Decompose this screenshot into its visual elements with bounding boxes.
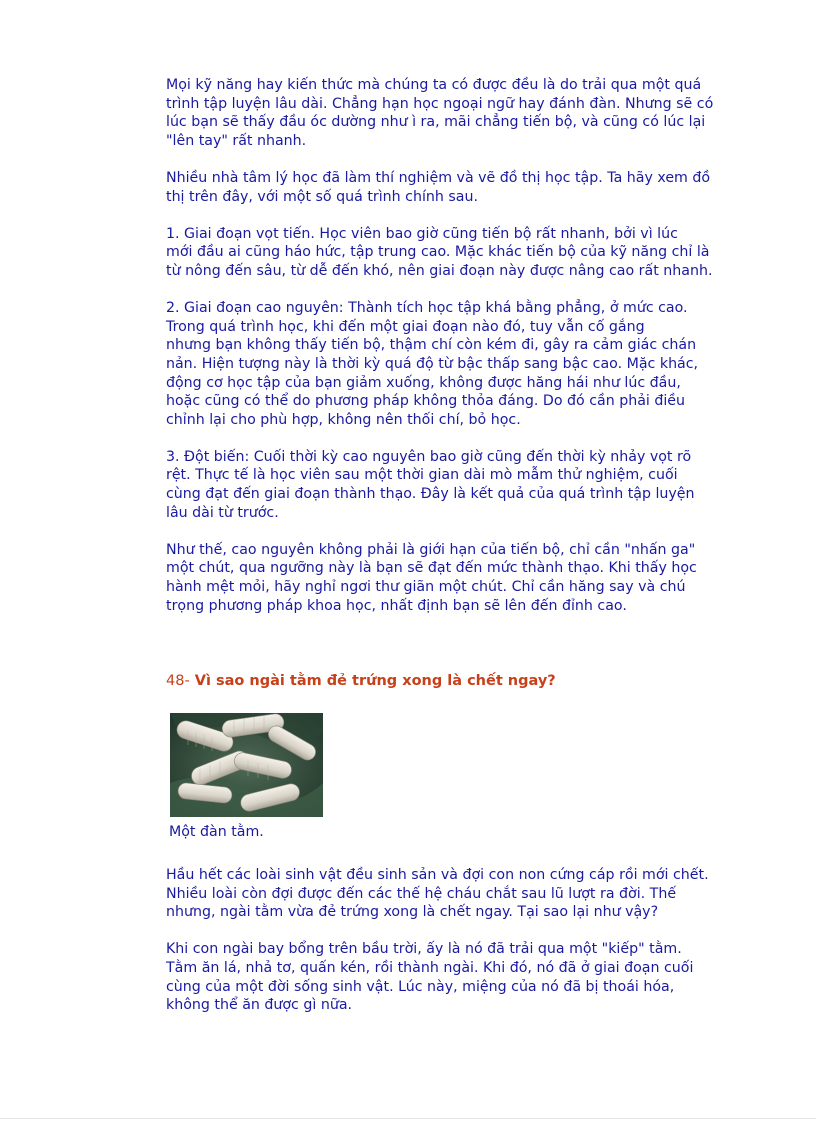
paragraph-stage-1: 1. Giai đoạn vọt tiến. Học viên bao giờ cũng tiến bộ rất nhanh, bởi vì lúc mới đầu ai cũng háo hức, tập trung cao. Mặc khác tiến bộ của kỹ năng chỉ là từ nông đến sâu, từ dễ đến khó, nên giai đoạn này được nâng cao rất nhanh. <box>166 225 713 279</box>
silkworm-illustration <box>170 713 323 817</box>
section-48-body <box>166 866 786 1033</box>
paragraph-stage-2: 2. Giai đoạn cao nguyên: Thành tích học tập khá bằng phẳng, ở mức cao. Trong quá trình học, khi đến một giai đoạn nào đó, tuy vẫn cố gắng nhưng bạn không thấy tiến bộ, thậm chí còn kém đi, gây ra cảm giác chán nản. Hiện tượng này là thời kỳ quá độ từ bậc thấp sang bậc cao. Mặc khác, động cơ học tập của bạn giảm xuống, không được hăng hái như lúc đầu, hoặc cũng có thể do phương pháp không thỏa đáng. Do đó cần phải điều chỉnh lại cho phù hợp, không nên thối chí, bỏ học. <box>166 300 699 428</box>
paragraph-stage-3: 3. Đột biến: Cuối thời kỳ cao nguyên bao giờ cũng đến thời kỳ nhảy vọt rõ rệt. Thực tế là học viên sau một thời gian dài mò mẫm thử nghiệm, cuối cùng đạt đến giai đoạn thành thạo. Đây là kết quả của quá trình tập luyện lâu dài từ trước. <box>166 448 695 521</box>
paragraph-silkworm-2: Khi con ngài bay bổng trên bầu trời, ấy là nó đã trải qua một "kiếp" tằm. Tằm ăn lá, nhả tơ, quấn kén, rồi thành ngài. Khi đó, nó đã ở giai đoạn cuối cùng của một đời sống sinh vật. Lúc này, miệng của nó đã bị thoái hóa, không thể ăn được gì nữa. <box>166 941 694 1014</box>
paragraph-experiment: Nhiều nhà tâm lý học đã làm thí nghiệm và vẽ đồ thị học tập. Ta hãy xem đồ thị trên đây, với một số quá trình chính sau. <box>166 169 711 205</box>
section-number: 48- <box>166 673 190 689</box>
paragraph-silkworm-1: Hầu hết các loài sinh vật đều sinh sản và đợi con non cứng cáp rồi mới chết. Nhiều loài còn đợi được đến các thế hệ cháu chắt sau lũ lượt ra đời. Thế nhưng, ngài tằm vừa đẻ trứng xong là chết ngay. Tại sao lại như vậy? <box>166 867 709 921</box>
paragraph-intro: Mọi kỹ năng hay kiến thức mà chúng ta có được đều là do trải qua một quá trình tập luyện lâu dài. Chẳng hạn học ngoại ngữ hay đánh đàn. Nhưng sẽ có lúc bạn sẽ thấy đầu óc dường như ì ra, mãi chẳng tiến bộ, và cũng có lúc lại "lên tay" rất nhanh. <box>166 77 714 149</box>
article-body <box>166 76 786 634</box>
silkworm-photo <box>170 713 323 817</box>
section-title: Vì sao ngài tằm đẻ trứng xong là chết ngay? <box>194 673 556 689</box>
paragraph-conclusion: Như thế, cao nguyên không phải là giới hạn của tiến bộ, chỉ cần "nhấn ga" một chút, qua ngưỡng này là bạn sẽ đạt đến mức thành thạo. Khi thấy học hành mệt mỏi, hãy nghỉ ngơi thư giãn một chút. Chỉ cần hăng say và chú trọng phương pháp khoa học, nhất định bạn sẽ lên đến đỉnh cao. <box>166 541 697 614</box>
section-48-heading <box>166 673 556 689</box>
page-bottom-divider <box>0 1118 816 1119</box>
photo-caption: Một đàn tằm. <box>169 824 264 840</box>
